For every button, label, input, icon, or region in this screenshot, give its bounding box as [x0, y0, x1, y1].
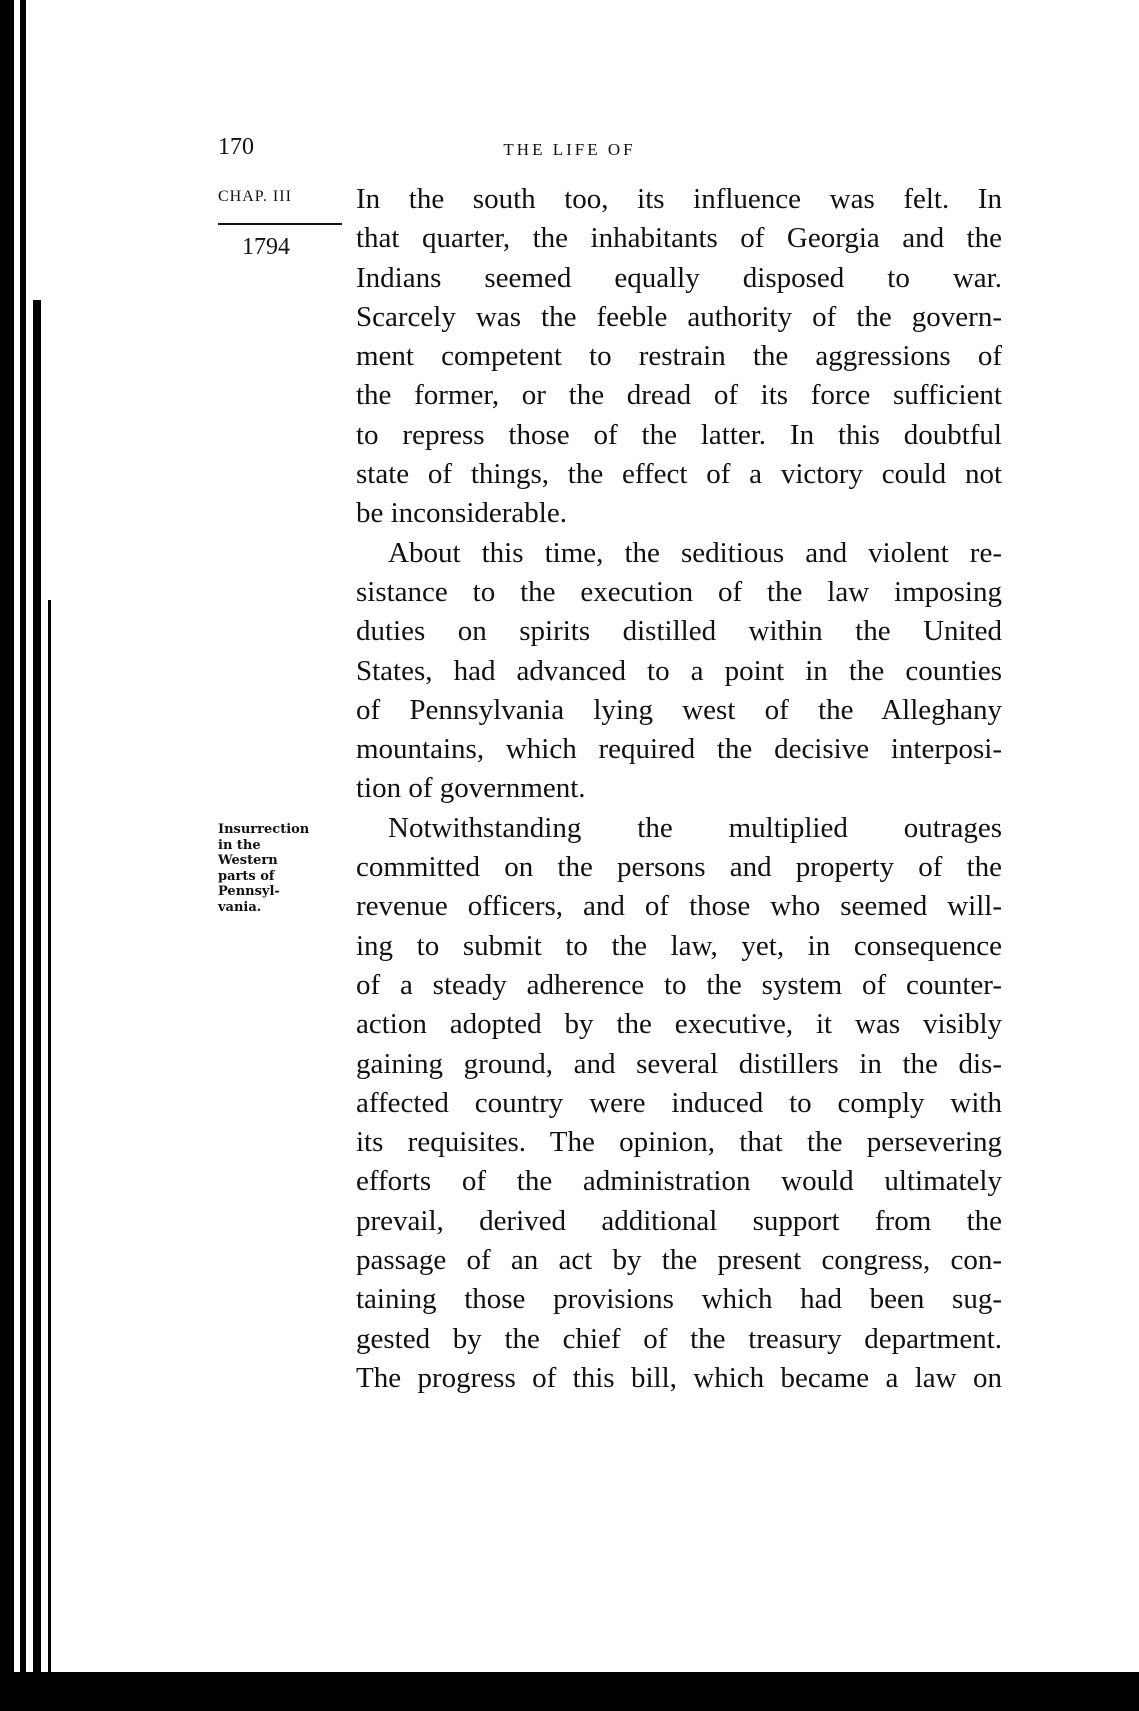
text-line: duties on spirits distilled within the United — [356, 615, 1002, 648]
margin-note-line: in the — [218, 837, 261, 853]
text-line: prevail, derived additional support from the — [356, 1204, 1002, 1237]
margin-note-line: vania. — [218, 899, 262, 915]
text-line: of Pennsylvania lying west of the Alleghany — [356, 693, 1002, 726]
margin-note-line: Pennsyl- — [218, 884, 280, 899]
margin-note-line: Western — [218, 853, 278, 868]
text-line: revenue officers, and of those who seemed will- — [356, 890, 1002, 923]
scan-edge — [0, 0, 14, 1711]
text-line: gaining ground, and several distillers in the dis- — [356, 1047, 1002, 1080]
text-line: tion of government. — [356, 772, 586, 805]
text-line: sistance to the execution of the law imposing — [356, 575, 1002, 608]
paragraph — [356, 180, 1002, 534]
margin-note — [218, 822, 309, 915]
text-line: committed on the persons and property of the — [356, 851, 1002, 884]
chapter-rule — [218, 223, 342, 225]
margin-note-line: parts of — [218, 868, 275, 884]
text-line: be inconsiderable. — [356, 497, 567, 530]
text-line: of a steady adherence to the system of counter- — [356, 968, 1002, 1001]
scan-edge — [33, 300, 41, 1711]
text-line: that quarter, the inhabitants of Georgia and the — [356, 222, 1002, 255]
text-line: Notwithstanding the multiplied outrages — [388, 811, 1002, 844]
text-line: gested by the chief of the treasury department. — [356, 1322, 1002, 1355]
margin-note-line: Insurrection — [218, 822, 310, 837]
running-head: THE LIFE OF — [503, 140, 636, 159]
chapter-label: CHAP. III — [218, 188, 292, 205]
text-line: affected country were induced to comply with — [356, 1086, 1002, 1119]
text-line: state of things, the effect of a victory could not — [356, 458, 1002, 491]
paragraph — [356, 809, 1002, 1398]
year-label: 1794 — [242, 234, 290, 260]
text-line: In the south too, its influence was felt. In — [356, 183, 1002, 215]
paragraph — [356, 534, 1002, 809]
text-line: States, had advanced to a point in the counties — [356, 654, 1002, 687]
body-text — [356, 180, 1002, 1398]
text-line: efforts of the administration would ultimately — [356, 1165, 1002, 1198]
text-line: ment competent to restrain the aggressions of — [356, 340, 1002, 373]
text-line: taining those provisions which had been sug- — [356, 1283, 1002, 1316]
text-line: The progress of this bill, which became a law on — [356, 1361, 1002, 1394]
scan-edge — [48, 600, 51, 1711]
text-line: to repress those of the latter. In this doubtful — [356, 418, 1002, 451]
text-line: ing to submit to the law, yet, in consequence — [356, 929, 1002, 962]
text-line: the former, or the dread of its force sufficient — [356, 379, 1002, 412]
text-line: action adopted by the executive, it was visibly — [356, 1008, 1002, 1041]
text-line: mountains, which required the decisive interposi- — [356, 733, 1002, 766]
text-line: Scarcely was the feeble authority of the govern- — [356, 300, 1002, 333]
scan-edge — [20, 0, 26, 1711]
text-line: its requisites. The opinion, that the persevering — [356, 1126, 1002, 1159]
text-line: Indians seemed equally disposed to war. — [356, 261, 1002, 294]
page-number: 170 — [218, 134, 254, 160]
text-line: About this time, the seditious and violent re- — [388, 536, 1002, 569]
scan-bottom-band — [0, 1672, 1139, 1711]
text-line: passage of an act by the present congress, con- — [356, 1244, 1002, 1277]
